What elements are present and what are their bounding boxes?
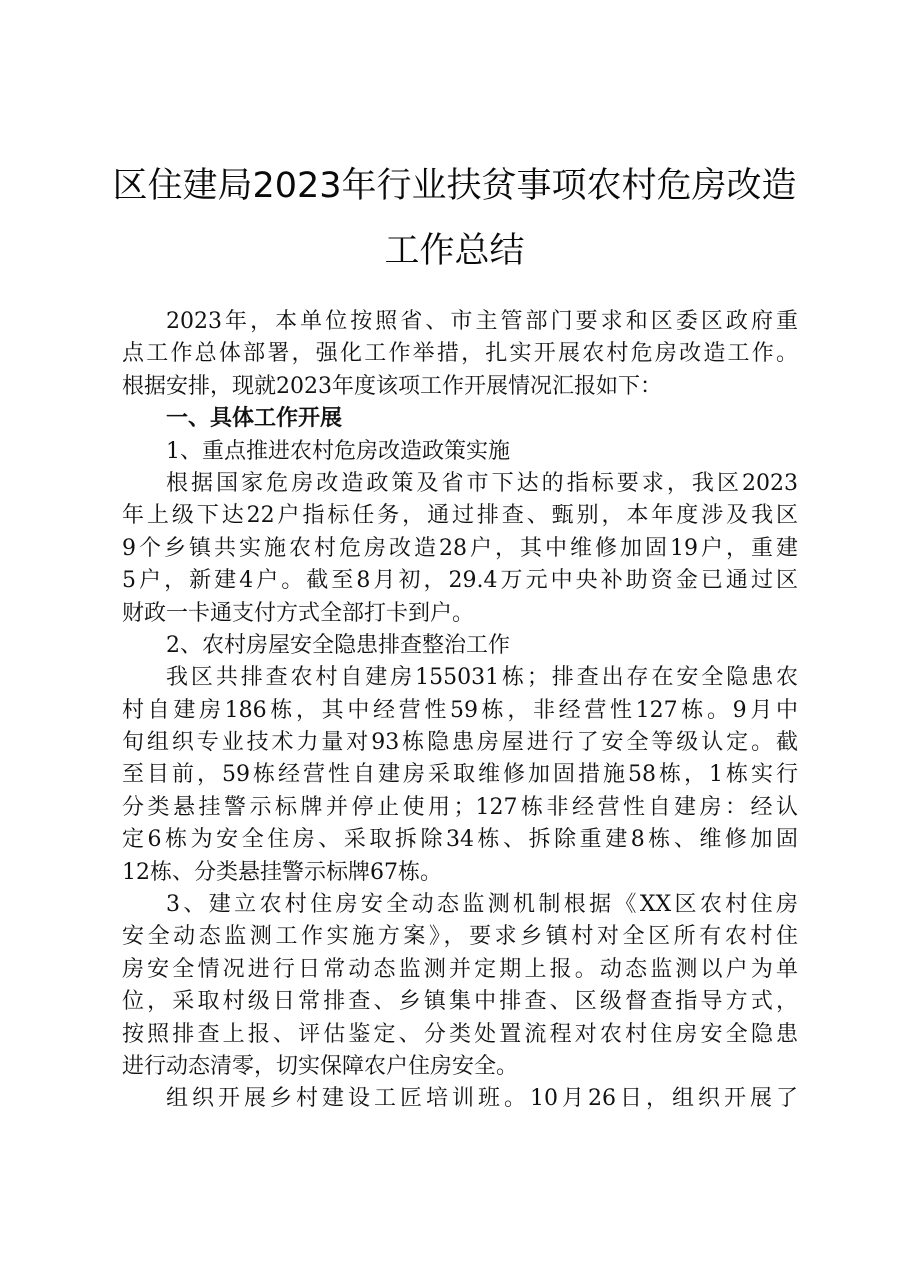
body-line: 旬组织专业技术力量对93栋隐患房屋进行了安全等级认定。截 [122, 730, 798, 756]
body-line: 2023年，本单位按照省、市主管部门要求和区委区政府重 [166, 309, 798, 334]
body-line: 按照排查上报、评估鉴定、分类处置流程对农村住房安全隐患 [122, 1021, 798, 1047]
section-heading: 一、具体工作开展 [166, 406, 343, 432]
body-line: 根据安排，现就2023年度该项工作开展情况汇报如下： [122, 373, 662, 399]
body-line: 位，采取村级日常排查、乡镇集中排查、区级督查指导方式， [122, 989, 798, 1015]
body-line: 组织开展乡村建设工匠培训班。10月26日，组织开展了 [166, 1086, 798, 1112]
body-line: 5户，新建4户。截至8月初，29.4万元中央补助资金已通过区 [122, 568, 798, 594]
body-line: 至目前，59栋经营性自建房采取维修加固措施58栋，1栋实行 [122, 762, 798, 788]
subsection-heading: 2、农村房屋安全隐患排查整治工作 [166, 632, 510, 658]
body-line: 村自建房186栋，其中经营性59栋，非经营性127栋。9月中 [122, 697, 798, 723]
body-line: 分类悬挂警示标牌并停止使用；127栋非经营性自建房：经认 [122, 794, 798, 820]
body-line: 根据国家危房改造政策及省市下达的指标要求，我区2023 [166, 470, 798, 496]
body-line: 年上级下达22户指标任务，通过排查、甄别，本年度涉及我区 [122, 503, 798, 529]
body-line: 房安全情况进行日常动态监测并定期上报。动态监测以户为单 [122, 956, 798, 982]
body-line: 财政一卡通支付方式全部打卡到户。 [122, 600, 475, 626]
body-line: 进行动态清零，切实保障农户住房安全。 [122, 1053, 519, 1079]
body-line: 定6栋为安全住房、采取拆除34栋、拆除重建8栋、维修加固 [122, 827, 798, 853]
subsection-heading: 1、重点推进农村危房改造政策实施 [166, 438, 510, 464]
body-line: 3、建立农村住房安全动态监测机制根据《XX区农村住房 [166, 892, 798, 918]
document-title-line-2: 工作总结 [384, 231, 525, 271]
document-body [122, 306, 798, 1116]
body-line: 安全动态监测工作实施方案》，要求乡镇村对全区所有农村住 [122, 924, 798, 950]
body-line: 我区共排查农村自建房155031栋；排查出存在安全隐患农 [166, 665, 798, 691]
document-title-line-1: 区住建局2023年行业扶贫事项农村危房改造 [112, 166, 797, 206]
body-line: 12栋、分类悬挂警示标牌67栋。 [122, 859, 442, 885]
body-line: 9个乡镇共实施农村危房改造28户，其中维修加固19户，重建 [122, 535, 798, 561]
body-line: 点工作总体部署，强化工作举措，扎实开展农村危房改造工作。 [122, 341, 798, 367]
